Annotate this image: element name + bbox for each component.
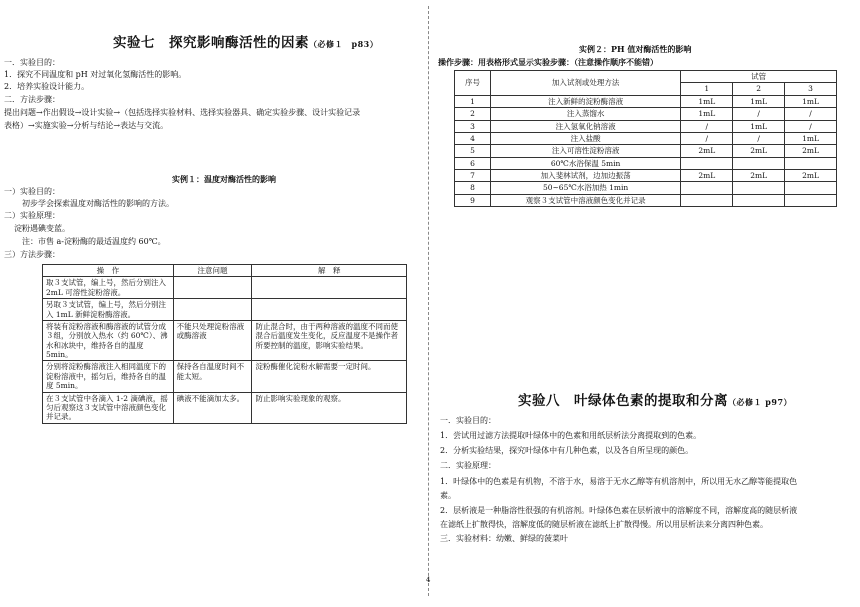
table-cell: [681, 182, 733, 194]
table-cell: 另取３支试管，编上号，然后分别注入 1mL 新鲜淀粉酶溶液。: [43, 299, 174, 321]
ph-table-body: [455, 95, 837, 206]
example1-principle-1: 淀粉遇碘变蓝。: [14, 224, 70, 233]
tube-number: 1: [681, 83, 733, 95]
table-cell: 1mL: [785, 95, 837, 107]
table-cell: 7: [455, 170, 491, 182]
table-cell: 9: [455, 194, 491, 206]
table-row: [455, 182, 837, 194]
table-cell: 防止混合时，由于两种溶液的温度不同而使混合后温度发生变化，反应温度不是操作者所要控制的温度，影响实验结果。: [252, 320, 407, 361]
table-header-row: [43, 265, 407, 277]
column-divider: [428, 6, 429, 596]
table-cell: 在３支试管中各滴入 1-2 滴碘液，摇匀后观察这３支试管中溶液颜色变化并记录。: [43, 392, 174, 423]
table-row: [455, 157, 837, 169]
exp8-purpose-1: 1．尝试用过滤方法提取叶绿体中的色素和用纸层析法分离提取到的色素。: [440, 431, 702, 440]
table-cell: 4: [455, 132, 491, 144]
table-cell: 2: [455, 108, 491, 120]
example1-steps-heading: 三）方法步骤：: [4, 250, 60, 259]
table-cell: /: [785, 108, 837, 120]
example1-principle-2: 注：市售 a-淀粉酶的最适温度约 60℃。: [22, 237, 166, 246]
ph-steps-table: [454, 70, 837, 207]
table-cell: [785, 182, 837, 194]
example1-purpose: 初步学会探索温度对酶活性的影响的方法。: [22, 199, 174, 208]
example1-principle-heading: 二）实验原理：: [4, 211, 60, 220]
method-heading: 二．方法步骤：: [4, 95, 60, 104]
table-cell: 50~65℃水浴加热 1min: [490, 182, 680, 194]
table-cell: 1mL: [785, 132, 837, 144]
table-cell: /: [733, 108, 785, 120]
table-cell: 1mL: [733, 120, 785, 132]
experiment7-title: [113, 35, 378, 51]
purpose-item-2: 2．培养实验设计能力。: [4, 82, 90, 91]
table-row: [43, 277, 407, 299]
header-reagent: 加入试剂或处理方法: [490, 71, 680, 96]
table-cell: 2mL: [681, 145, 733, 157]
example2-title: 实例２：PH 值对酶活性的影响: [579, 44, 692, 54]
method-line-1: 提出问题→作出假设→设计实验→（包括选择实验材料、选择实验器具、确定实验步骤、设计实验记录: [4, 108, 361, 117]
table-cell: 1: [455, 95, 491, 107]
table-cell: 注入可溶性淀粉溶液: [490, 145, 680, 157]
exp8-principle-heading: 二．实验原理：: [440, 461, 496, 470]
header-notes: 注意问题: [173, 265, 252, 277]
table-cell: [252, 299, 407, 321]
table-row: [43, 299, 407, 321]
table-cell: /: [733, 132, 785, 144]
table-cell: 5: [455, 145, 491, 157]
temperature-steps-table: [42, 264, 407, 424]
exp8-purpose-2: 2．分析实验结果，探究叶绿体中有几种色素，以及各自所呈现的颜色。: [440, 446, 694, 455]
table-cell: 观察３支试管中溶液颜色变化并记录: [490, 194, 680, 206]
table-cell: /: [785, 120, 837, 132]
table-cell: [252, 277, 407, 299]
exp8-principle-2a: 2．层析液是一种脂溶性很强的有机溶剂。叶绿体色素在层析液中的溶解度不同，溶解度高的随层析液: [440, 506, 798, 515]
table-cell: 3: [455, 120, 491, 132]
table-cell: 防止影响实验现象的观察。: [252, 392, 407, 423]
purpose-item-1: 1．探究不同温度和 pH 对过氧化氢酶活性的影响。: [4, 70, 187, 79]
experiment8-title-text: 实验八 叶绿体色素的提取和分离: [518, 393, 728, 409]
exp8-principle-1b: 素。: [440, 491, 456, 500]
example1-purpose-heading: 一）实验目的：: [4, 187, 60, 196]
table-cell: 碘液不能滴加太多。: [173, 392, 252, 423]
table-cell: 加入斐林试剂，边加边振荡: [490, 170, 680, 182]
table-cell: 注入新鲜的淀粉酶溶液: [490, 95, 680, 107]
table-cell: 6: [455, 157, 491, 169]
method-line-2: 表格）→实施实验→分析与结论→表达与交流。: [4, 121, 169, 130]
page-number: 4: [426, 576, 431, 584]
table-cell: [173, 277, 252, 299]
header-explanation: 解 释: [252, 265, 407, 277]
header-operation: 操 作: [43, 265, 174, 277]
table-cell: 2mL: [785, 170, 837, 182]
table-row: [455, 108, 837, 120]
table-cell: /: [681, 132, 733, 144]
tube-number: 3: [785, 83, 837, 95]
exp8-principle-1a: 1．叶绿体中的色素是有机物，不溶于水，易溶于无水乙醇等有机溶剂中，所以用无水乙醇等能提取色: [440, 477, 798, 486]
table-cell: 60℃水浴保温 5min: [490, 157, 680, 169]
table-cell: 取３支试管，编上号，然后分别注入 2mL 可溶性淀粉溶液。: [43, 277, 174, 299]
tube-number: 2: [733, 83, 785, 95]
table-row: [455, 120, 837, 132]
table-cell: [733, 194, 785, 206]
example1-title: 实例１：温度对酶活性的影响: [172, 174, 276, 184]
exp8-purpose-heading: 一．实验目的：: [440, 416, 496, 425]
example2-note: 操作步骤：用表格形式显示实验步骤：（注意操作顺序不能错）: [438, 57, 658, 67]
exp8-materials: 三．实验材料：幼嫩、鲜绿的菠菜叶: [440, 534, 568, 543]
exp8-principle-2b: 在滤纸上扩散得快，溶解度低的随层析液在滤纸上扩散得慢。所以用层析法来分离四种色素。: [440, 520, 768, 529]
table-cell: 注入盐酸: [490, 132, 680, 144]
header-tubes: 试管: [681, 71, 837, 83]
table-cell: 注入蒸馏水: [490, 108, 680, 120]
table-row: [455, 95, 837, 107]
table-cell: 2mL: [681, 170, 733, 182]
table-cell: [681, 194, 733, 206]
purpose-heading: 一．实验目的：: [4, 58, 60, 67]
table-cell: 2mL: [785, 145, 837, 157]
experiment8-title-ref: （必修１ p97）: [728, 397, 793, 407]
table-cell: 2mL: [733, 145, 785, 157]
table-cell: [733, 157, 785, 169]
table-cell: 淀粉酶催化淀粉水解需要一定时间。: [252, 361, 407, 392]
table-cell: 1mL: [681, 95, 733, 107]
table-cell: [785, 157, 837, 169]
table-cell: 2mL: [733, 170, 785, 182]
experiment7-title-text: 实验七 探究影响酶活性的因素: [113, 35, 309, 51]
table-cell: 注入氢氧化钠溶液: [490, 120, 680, 132]
table-cell: 分别将淀粉酶溶液注入相同温度下的淀粉溶液中，摇匀后，维持各自的温度 5min。: [43, 361, 174, 392]
table-row: [455, 170, 837, 182]
table-cell: 不能只处理淀粉溶液或酶溶液: [173, 320, 252, 361]
table-cell: /: [681, 120, 733, 132]
experiment7-title-ref: （必修１ p83）: [309, 39, 379, 49]
table-cell: 1mL: [681, 108, 733, 120]
table-row: [455, 132, 837, 144]
table-cell: [785, 194, 837, 206]
experiment8-title: [518, 393, 792, 409]
table-cell: [681, 157, 733, 169]
table-row: [455, 145, 837, 157]
table-row: [43, 320, 407, 361]
table-row: [43, 361, 407, 392]
table-cell: 将装有淀粉溶液和酶溶液的试管分成３组，分别放入热水（约 60℃）、沸水和冰块中，维持各自的温度 5min。: [43, 320, 174, 361]
table-cell: [173, 299, 252, 321]
table-cell: 保持各自温度时间不能太短。: [173, 361, 252, 392]
table-row: [455, 194, 837, 206]
table-cell: 8: [455, 182, 491, 194]
table-cell: [733, 182, 785, 194]
header-seq: 序号: [455, 71, 491, 96]
table-row: [43, 392, 407, 423]
table-header-row: [455, 71, 837, 83]
table-cell: 1mL: [733, 95, 785, 107]
